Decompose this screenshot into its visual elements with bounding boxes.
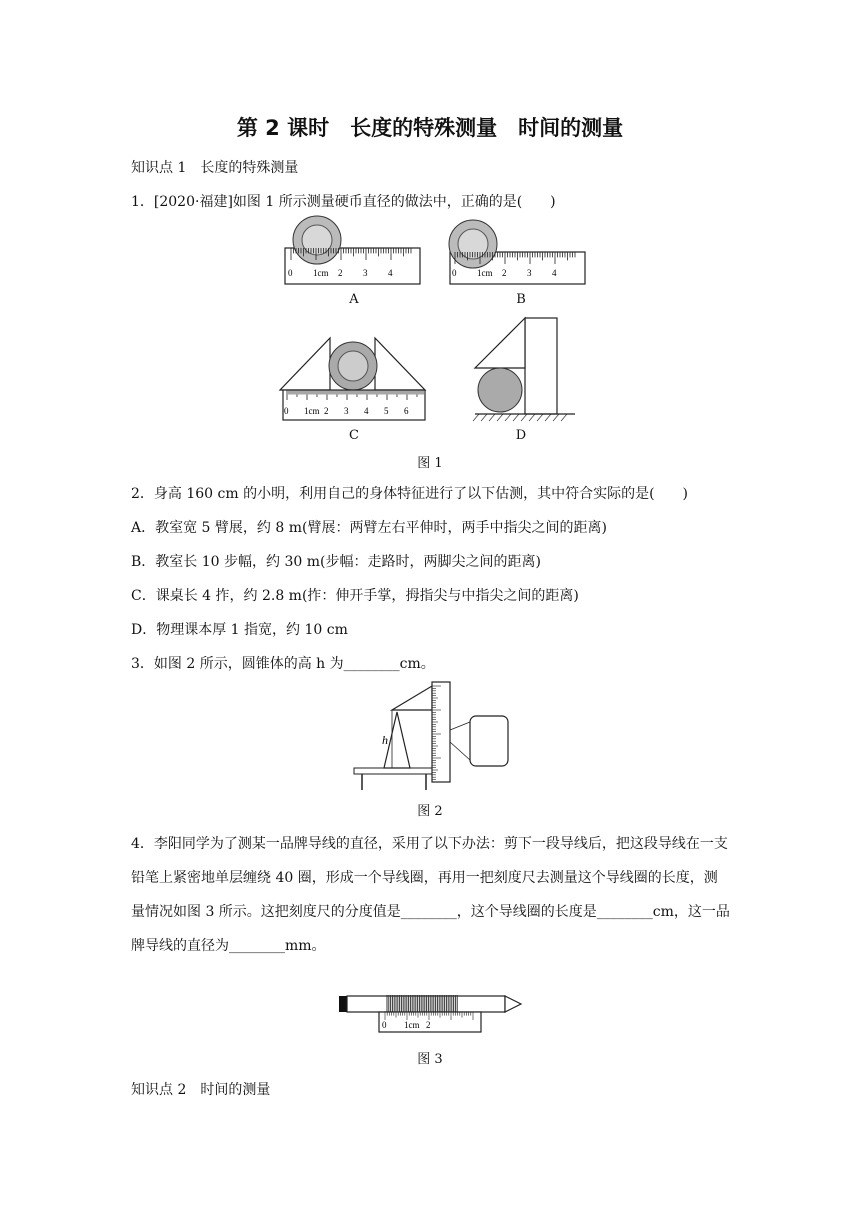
cone-height-label: h (382, 733, 388, 747)
ruler-tick-label: 4 (552, 268, 557, 278)
section-heading-2: 知识点 2 时间的测量 (131, 1082, 271, 1098)
figure-1-label-b: B (516, 292, 526, 307)
question-2-option-a: A．教室宽 5 臂展，约 8 m(臂展：两臂左右平伸时，两手中指尖之间的距离) (131, 520, 607, 536)
ruler-tick-label: 3 (527, 268, 532, 278)
figure-1 (275, 218, 595, 443)
ruler-tick-label: 3 (344, 406, 349, 416)
question-2-option-d: D．物理课本厚 1 指宽，约 10 cm (131, 622, 348, 638)
ruler-tick-label: 0 (382, 1020, 387, 1030)
ruler-tick-label: 5 (384, 406, 389, 416)
figure-1-label-a: A (349, 292, 359, 307)
figure-1a-coin-on-ruler (285, 216, 420, 284)
figure-2-caption: 图 2 (417, 804, 443, 819)
question-2-stem: 2．身高 160 cm 的小明，利用自己的身体特征进行了以下估测，其中符合实际的是( ) (131, 486, 689, 502)
question-2-option-c: C．课桌长 4 拃，约 2.8 m(拃：伸开手掌，拇指尖与中指尖之间的距离) (131, 588, 579, 604)
ruler-tick-label: 1cm (477, 268, 493, 278)
figure-3 (339, 994, 524, 1036)
ruler-tick-label: 3 (363, 268, 368, 278)
figure-1b-coin-on-ruler (449, 220, 585, 284)
page-title: 第 2 课时 长度的特殊测量 时间的测量 (236, 116, 624, 140)
ruler-tick-label: 4 (364, 406, 369, 416)
figure-1c-triangles-ruler (280, 338, 425, 420)
ruler-tick-label: 6 (404, 406, 409, 416)
ruler-tick-label: 2 (338, 268, 343, 278)
ruler-tick-label: 1cm (404, 1020, 420, 1030)
question-4-stem: 4．李阳同学为了测某一品牌导线的直径，采用了以下办法：剪下一段导线后，把这段导线在一支铅笔上紧密地单层缠绕 40 圈，形成一个导线圈，再用一把刻度尺去测量这个导线圈的长度，测量情况如图 3 所示。这把刻度尺的分度值是________，这个导线圈的长度是________cm，这一品牌导线的直径为________mm。 (131, 836, 730, 954)
ruler-tick-label: 0 (284, 406, 289, 416)
ruler-tick-label: 2 (426, 1020, 431, 1030)
figure-3-caption: 图 3 (417, 1052, 443, 1067)
figure-1d-vertical-ruler (473, 318, 575, 421)
figure-1-label-c: C (349, 428, 359, 443)
question-3-stem: 3．如图 2 所示，圆锥体的高 h 为________cm。 (131, 656, 435, 672)
figure-1-label-d: D (515, 428, 527, 443)
question-2-option-b: B．教室长 10 步幅，约 30 m(步幅：走路时，两脚尖之间的距离) (131, 554, 541, 570)
section-heading-1: 知识点 1 长度的特殊测量 (131, 160, 299, 176)
ruler-tick-label: 2 (502, 268, 507, 278)
ruler-tick-label: 0 (452, 268, 457, 278)
ruler-tick-label: 2 (324, 406, 329, 416)
ruler-tick-label: 0 (288, 268, 293, 278)
ruler-tick-label: 1cm (304, 406, 320, 416)
figure-1-caption: 图 1 (417, 456, 443, 471)
ruler-tick-label: 4 (388, 268, 393, 278)
question-1-stem: 1．[2020·福建]如图 1 所示测量硬币直径的做法中，正确的是( ) (131, 194, 556, 210)
ruler-tick-label: 1cm (313, 268, 329, 278)
figure-2 (352, 680, 512, 792)
